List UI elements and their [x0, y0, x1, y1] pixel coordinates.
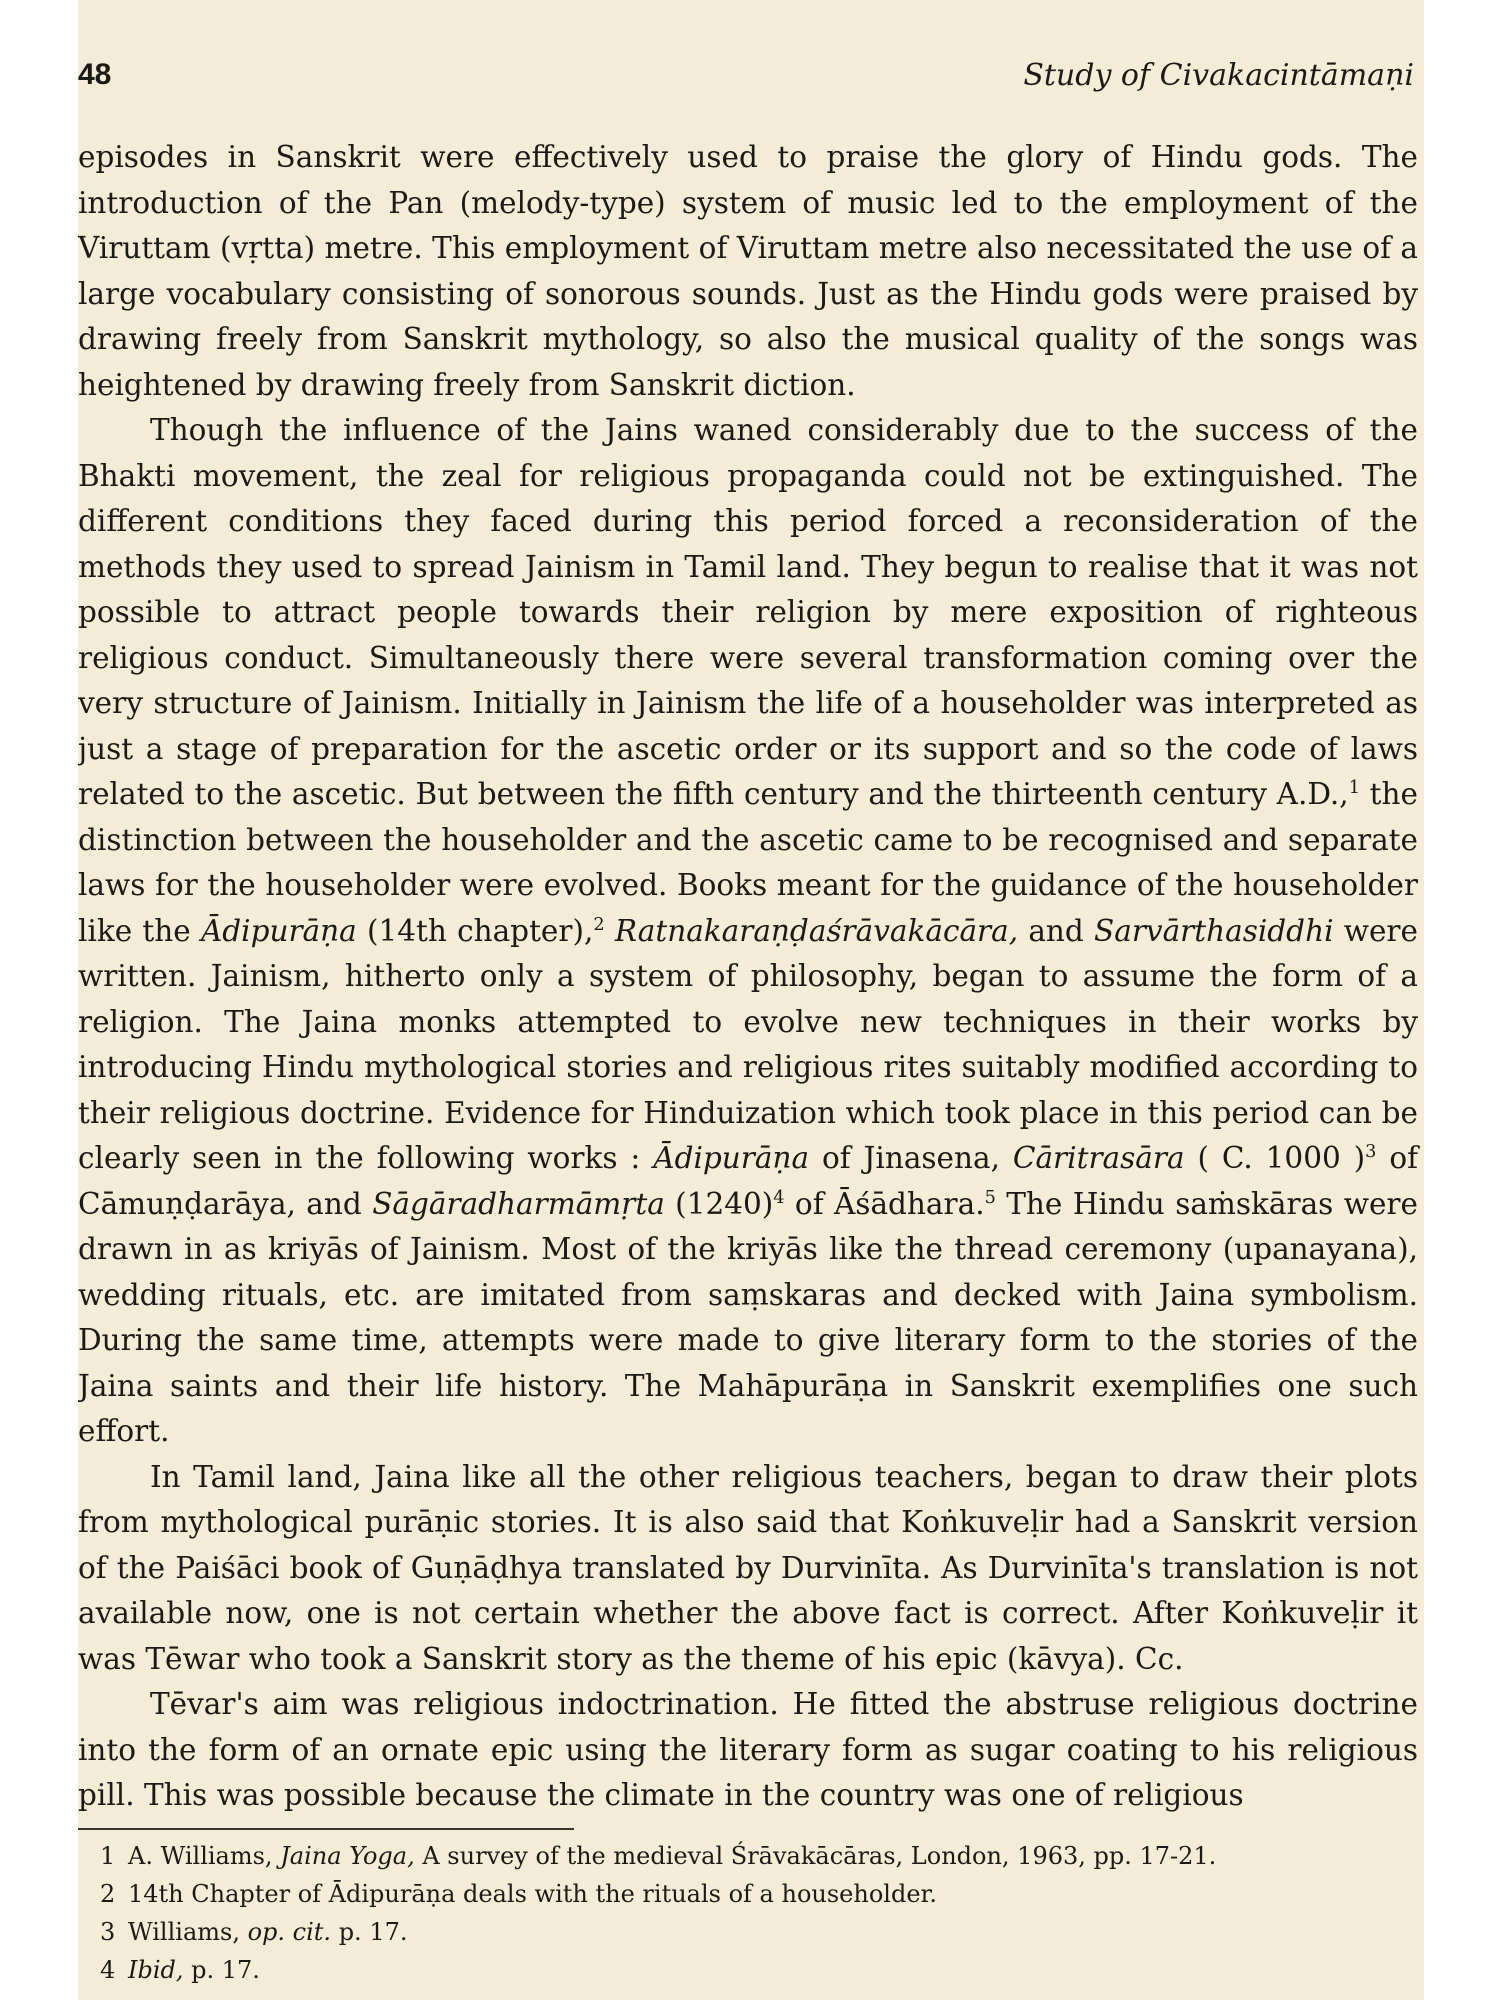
footnote-ref: 2 — [593, 914, 605, 935]
text-run: ( C. 1000 ) — [1184, 1141, 1366, 1175]
footnote-number: 3 — [100, 1918, 116, 1946]
text-run: of Jinasena, — [809, 1141, 1013, 1175]
paragraph — [78, 1682, 1418, 1819]
body-text — [78, 135, 1418, 1819]
footnote-number: 1 — [100, 1842, 116, 1870]
text-run: A. Williams, — [128, 1842, 281, 1870]
text-run: (14th chapter), — [356, 913, 594, 948]
footnote — [100, 1837, 1400, 1875]
footnote-ref: 1 — [1348, 778, 1360, 799]
footnote — [100, 1951, 1400, 1989]
paragraph — [78, 1455, 1418, 1683]
running-title: Study of Civakacintāmaṇi — [1023, 58, 1414, 93]
text-run: p. 17. — [183, 1956, 260, 1984]
footnote-number: 4 — [100, 1956, 116, 1984]
text-run: of Āśādhara. — [784, 1186, 985, 1221]
footnote-rule — [78, 1828, 574, 1830]
text-run: Tēvar's aim was religious indoctrination. He fitted the abstruse religious doctrine into the form of an ornate epic using the literary form as sugar coating to his religious pill. This was possible because the climate in the country was one of religious — [78, 1687, 1418, 1812]
text-run: Though the influence of the Jains waned considerably due to the success of the Bhakti movement, the zeal for religious propaganda could not be extinguished. The different conditions they faced during this period forced a reconsideration of the methods they used to spread Jainism in Tamil land. They begun to realise that it was not possible to attract people towards their religion by mere exposition of righteous religious conduct. Simultaneously there were several transformation coming over the very structure of Jainism. Initially in Jainism the life of a householder was interpreted as just a stage of preparation for the ascetic order or its support and so the code of laws related to the ascetic. But between the fifth century and the thirteenth century A.D., — [78, 413, 1418, 811]
italic-title: Jaina Yoga, — [280, 1842, 415, 1870]
text-run: 14th Chapter of Ādipurāṇa deals with the rituals of a householder. — [128, 1880, 937, 1908]
text-run: episodes in Sanskrit were effectively used to praise the glory of Hindu gods. The introduction of the Pan (melody-type) system of music led to the employment of the Viruttam (vṛtta) metre. This employment of Viruttam metre also necessitated the use of a large vocabulary consisting of sonorous sounds. Just as the Hindu gods were praised by drawing freely from Sanskrit mythology, so also the musical quality of the songs was heightened by drawing freely from Sanskrit diction. — [78, 140, 1418, 402]
italic-title: Ādipurāṇa — [653, 1141, 810, 1175]
text-run: the distinction between the householder and the ascetic came to be recognised and separate laws for the householder were evolved. Books meant for the guidance of the householder like the — [78, 777, 1418, 948]
italic-title: op. cit. — [247, 1918, 332, 1946]
italic-title: Ratnakaraṇḍaśrāvakācāra, — [614, 913, 1019, 948]
italic-title: Sāgāradharmāmṛta — [372, 1186, 665, 1221]
italic-title: Cāritrasāra — [1012, 1141, 1185, 1175]
paragraph — [78, 135, 1418, 408]
page-header — [78, 58, 1424, 108]
text-run: were written. Jainism, hitherto only a system of philosophy, began to assume the form of a religion. The Jaina monks attempted to evolve new techniques in their works by introducing Hindu mythological stories and religious rites suitably modified according to their religious doctrine. Evidence for Hinduization which took place in this period can be clearly seen in the following works : — [78, 913, 1418, 1175]
footnote — [100, 1875, 1400, 1913]
text-run: and — [1018, 913, 1095, 948]
text-run: In Tamil land, Jaina like all the other religious teachers, began to draw their plots from mythological purāṇic stories. It is also said that Koṅkuveḷir had a Sanskrit version of the Paiśāci book of Guṇāḍhya translated by Durvinīta. As Durvinīta's translation is not available now, one is not certain whether the above fact is correct. After Koṅkuveḷir it was Tēwar who took a Sanskrit story as the theme of his epic (kāvya). Cc. — [78, 1459, 1418, 1676]
italic-title: Ibid, — [128, 1956, 184, 1984]
text-run: The Hindu saṁskāras were drawn in as kriyās of Jainism. Most of the kriyās like the thread ceremony (upanayana), wedding rituals, etc. are imitated from saṃskaras and decked with Jaina symbolism. During the same time, attempts were made to give literary form to the stories of the Jaina saints and their life history. The Mahāpurāṇa in Sanskrit exemplifies one such effort. — [78, 1186, 1418, 1448]
footnote-number: 2 — [100, 1880, 116, 1908]
paragraph — [78, 408, 1418, 1455]
footnote-ref: 5 — [984, 1187, 996, 1208]
text-run: of Cāmuṇḍarāya, and — [78, 1141, 1419, 1221]
italic-title: Sarvārthasiddhi — [1094, 913, 1334, 948]
text-run — [605, 914, 615, 948]
text-run: p. 17. — [331, 1918, 408, 1946]
italic-title: Ādipurāṇa — [200, 913, 357, 948]
footnote-ref: 4 — [773, 1187, 785, 1208]
text-run: A survey of the medieval Śrāvakācāras, London, 1963, pp. 17-21. — [414, 1842, 1217, 1870]
text-run: Williams, — [128, 1918, 248, 1946]
text-run: (1240) — [664, 1186, 774, 1221]
page-number: 48 — [78, 58, 112, 91]
footnote — [100, 1913, 1400, 1951]
book-page — [78, 0, 1424, 2000]
footnotes — [100, 1837, 1400, 1989]
footnote-ref: 3 — [1365, 1142, 1377, 1163]
